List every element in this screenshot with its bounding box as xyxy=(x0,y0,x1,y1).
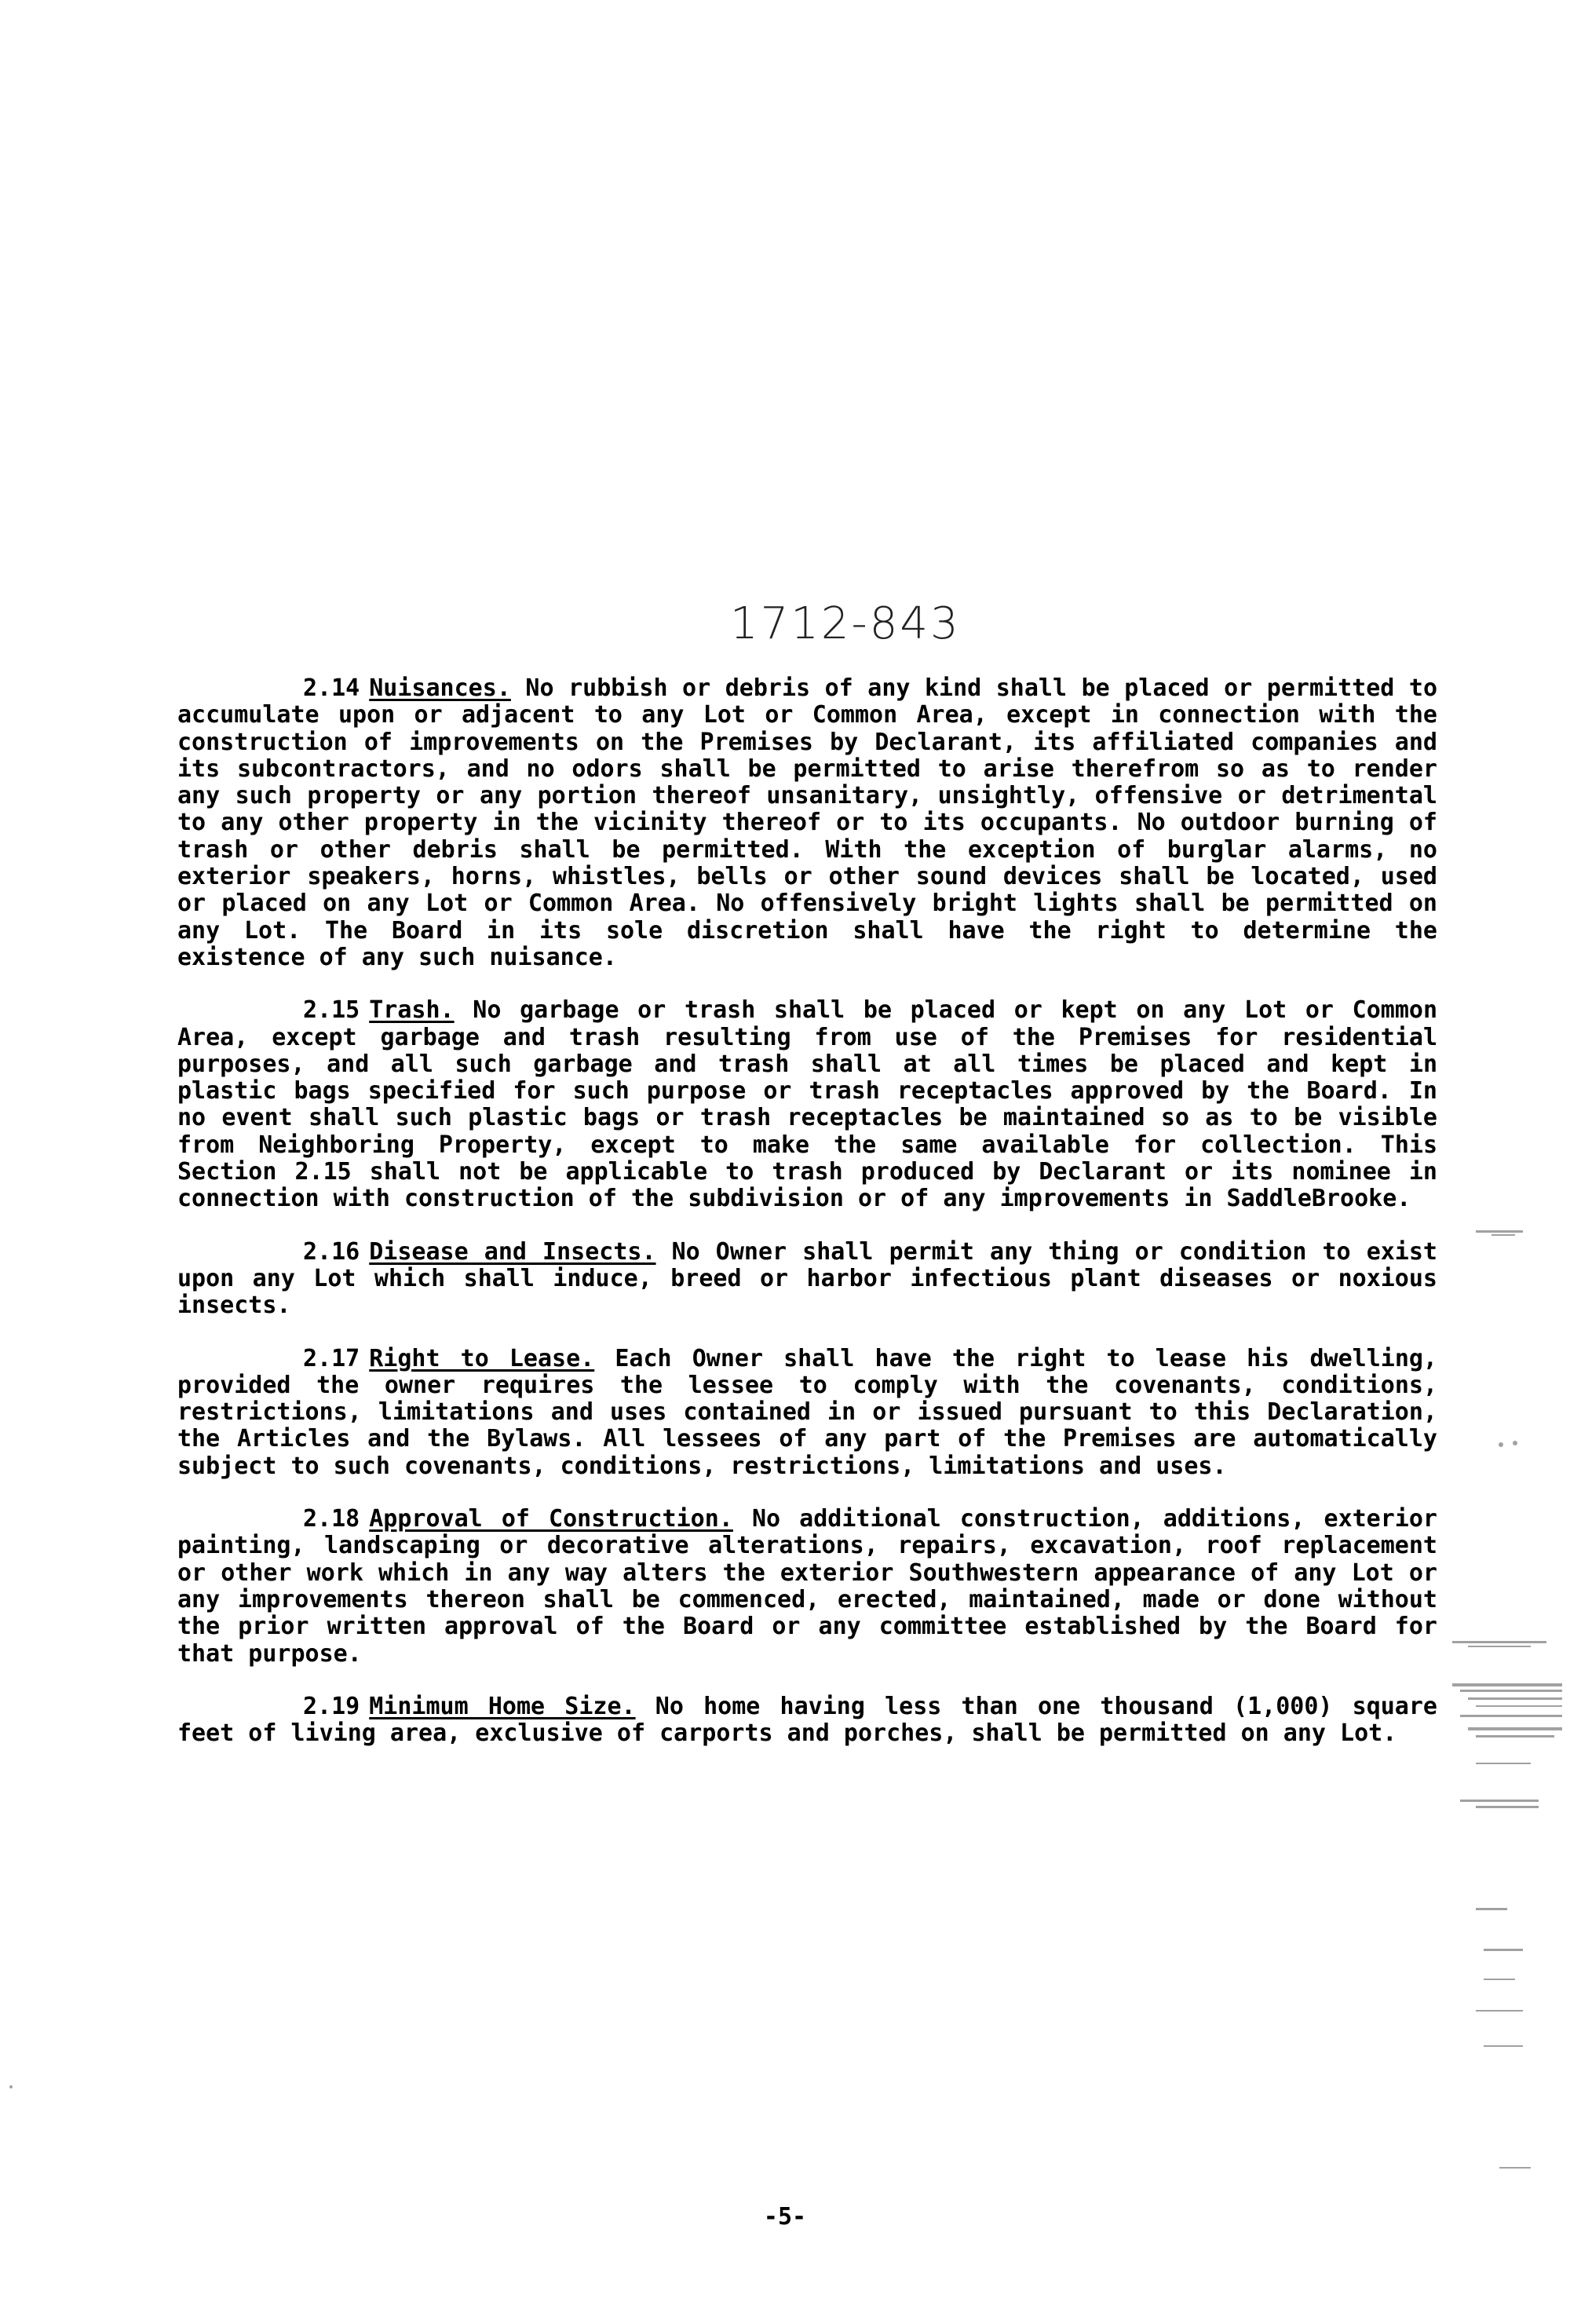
section-number: 2.14 xyxy=(303,674,360,702)
section-paragraph xyxy=(177,1346,1437,1480)
section-paragraph xyxy=(177,1239,1437,1320)
section-heading: Right to Lease. xyxy=(369,1344,595,1372)
section-text: No rubbish or debris of any kind shall be placed or permitted to accumulate upon or adjacent to any Lot or Common Area, except in connection with the construction of improvements on the Premises by Declarant, its affiliated companies and its subcontractors, and no odors shall be permitted to arise therefrom so as to render any such property or any portion thereof unsanitary, unsightly, offensive or detrimental to any other property in the vicinity thereof or to its occupants. No outdoor burning of trash or other debris shall be permitted. With the exception of burglar alarms, no exterior speakers, horns, whistles, bells or other sound devices shall be located, used or placed on any Lot or Common Area. No offensively bright lights shall be permitted on any Lot. The Board in its sole discretion shall have the right to determine the existence of any such nuisance. xyxy=(177,674,1438,971)
section-number: 2.17 xyxy=(303,1344,360,1372)
section-heading: Trash. xyxy=(369,996,455,1025)
section-text: Each Owner shall have the right to lease his dwelling, provided the owner requires the lessee to comply with the covenants, conditions, restrictions, limitations and uses contained in or issued pursuant to this Declaration, the Articles and the Bylaws. All lessees of any part of the Premises are automatically subject to such covenants, conditions, restrictions, limitations and uses. xyxy=(177,1344,1437,1480)
page-number: -5- xyxy=(763,2203,807,2231)
section-2-17 xyxy=(177,1346,1437,1480)
section-2-14 xyxy=(177,675,1437,971)
section-heading: Approval of Construction. xyxy=(369,1505,733,1533)
section-2-18 xyxy=(177,1506,1437,1668)
section-paragraph xyxy=(177,1506,1437,1668)
recording-number: 1712-843 xyxy=(730,598,961,649)
section-heading: Nuisances. xyxy=(369,674,511,702)
section-number: 2.19 xyxy=(303,1692,360,1720)
section-paragraph xyxy=(177,1694,1437,1748)
document-body xyxy=(177,675,1437,1771)
section-number: 2.18 xyxy=(303,1505,360,1533)
section-text: No garbage or trash shall be placed or kept on any Lot or Common Area, except garbage and trash resulting from use of the Premises for residential purposes, and all such garbage and trash shall at all times be placed and kept in plastic bags specified for such purpose or trash receptacles approved by the Board. In no event shall such plastic bags or trash receptacles be maintained so as to be visible from Neighboring Property, except to make the same available for collection. This Section 2.15 shall not be applicable to trash produced by Declarant or its nominee in connection with construction of the subdivision or of any improvements in SaddleBrooke. xyxy=(177,996,1438,1213)
section-paragraph xyxy=(177,997,1437,1212)
section-number: 2.16 xyxy=(303,1237,360,1266)
section-text: No additional construction, additions, exterior painting, landscaping or decorative alterations, repairs, excavation, roof replacement or other work which in any way alters the exterior Southwestern appearance of any Lot or any improvements thereon shall be commenced, erected, maintained, made or done without the prior written approval of the Board or any committee established by the Board for that purpose. xyxy=(177,1505,1437,1668)
section-heading: Disease and Insects. xyxy=(369,1237,656,1266)
section-2-19 xyxy=(177,1694,1437,1748)
section-text: No home having less than one thousand (1,000) square feet of living area, exclusive of carports and porches, shall be permitted on any Lot. xyxy=(177,1692,1437,1748)
section-2-15 xyxy=(177,997,1437,1212)
section-paragraph xyxy=(177,675,1437,971)
section-2-16 xyxy=(177,1239,1437,1320)
section-number: 2.15 xyxy=(303,996,360,1025)
section-text: No Owner shall permit any thing or condition to exist upon any Lot which shall induce, breed or harbor infectious plant diseases or noxious insects. xyxy=(177,1237,1437,1320)
section-heading: Minimum Home Size. xyxy=(369,1692,636,1720)
